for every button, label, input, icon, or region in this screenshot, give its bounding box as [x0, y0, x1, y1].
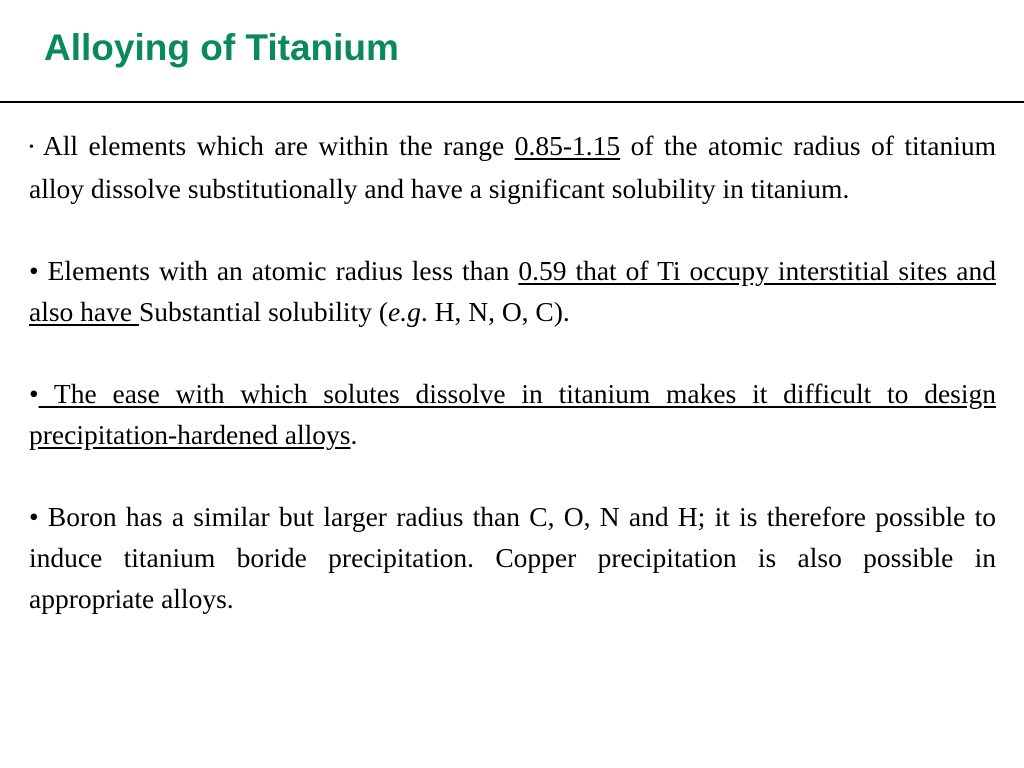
- paragraph-2-text-a: Elements with an atomic radius less than: [47, 255, 519, 286]
- paragraph-2-underlined: 0.59 that of Ti occupy interstitial sites and also have: [29, 255, 996, 327]
- paragraph-2-text-b: Substantial solubility (: [138, 296, 388, 327]
- slide-title: Alloying of Titanium: [44, 27, 399, 68]
- paragraph-3-text-a: .: [350, 419, 358, 450]
- paragraph-4-text-a: Boron has a similar but larger radius than C, O, N and H; it is therefore possible to induce titanium boride precipitation. Copper precipitation is also possible in appropriate alloys.: [29, 501, 996, 614]
- paragraph-2-italic: e.g: [388, 296, 421, 327]
- bullet-paragraph-1: [29, 125, 996, 209]
- bullet-icon: •: [29, 501, 39, 532]
- title-divider: [0, 101, 1024, 103]
- bullet-paragraph-3: [29, 373, 996, 455]
- paragraph-2-text-c: . H, N, O, C).: [420, 296, 570, 327]
- paragraph-1-text-a: All elements which are within the range: [42, 130, 515, 161]
- bullet-paragraph-2: [29, 250, 996, 332]
- bullet-icon: •: [29, 378, 39, 409]
- bullet-icon: •: [29, 140, 34, 155]
- bullet-paragraph-4: [29, 496, 996, 619]
- paragraph-3-underlined: The ease with which solutes dissolve in titanium makes it difficult to design precipitation-hardened alloys: [29, 378, 996, 450]
- slide-body: [29, 125, 996, 660]
- bullet-icon: •: [29, 255, 39, 286]
- paragraph-1-text-b: of the atomic radius of titanium alloy dissolve substitutionally and have a significant solubility in titanium.: [29, 130, 997, 204]
- paragraph-1-underlined: 0.85-1.15: [514, 130, 621, 161]
